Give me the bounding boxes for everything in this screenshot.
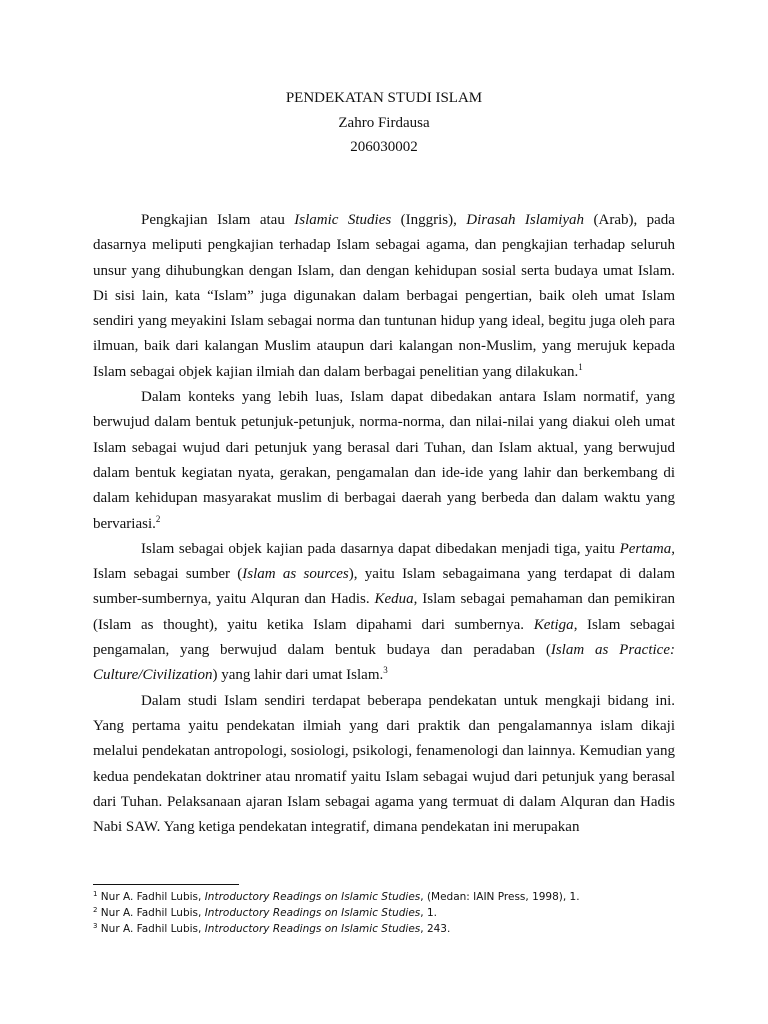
text-run: , Islam sebagai sumber ( [93, 540, 675, 583]
italic-term: Islamic Studies [294, 212, 392, 228]
footnote-ref[interactable]: 3 [383, 665, 388, 676]
footnote-2 [93, 905, 693, 921]
student-id: 206030002 [350, 139, 418, 155]
footnote-author: Nur A. Fadhil Lubis, [97, 923, 205, 935]
footnote-book-title: Introductory Readings on Islamic Studies [204, 891, 421, 903]
text-run: (Inggris), [391, 212, 467, 228]
footnote-author: Nur A. Fadhil Lubis, [97, 891, 205, 903]
footnote-details: , 1. [420, 907, 437, 919]
italic-term: Dirasah Islamiyah [466, 212, 585, 228]
text-run: , Islam sebagai pengamalan, yang berwujud dalam bentuk budaya dan peradaban ( [93, 616, 675, 659]
footnote-1 [93, 889, 693, 905]
footnote-book-title: Introductory Readings on Islamic Studies [204, 923, 421, 935]
footnote-number: 2 [93, 906, 98, 914]
author-name: Zahro Firdausa [338, 114, 430, 131]
italic-term: Kedua [374, 591, 414, 608]
italic-term: Pertama [619, 540, 672, 557]
text-run: ) yang lahir dari umat Islam. [212, 667, 384, 684]
text-run: Islam sebagai objek kajian pada dasarnya dapat dibedakan menjadi tiga, yaitu [141, 540, 620, 557]
paragraph-3 [93, 537, 675, 689]
footnote-ref[interactable]: 2 [155, 513, 161, 524]
footnote-separator [93, 884, 239, 885]
text-run: (Arab), pada dasarnya meliputi pengkajian terhadap Islam sebagai agama, dan pengkajian terhadap seluruh unsur yang dihubungkan dengan Islam, dan dengan kehidupan sosial serta budaya umat Islam. Di sisi lain, kata “Islam” juga digunakan dalam berbagai pengertian, baik oleh umat Islam sendiri yang meyakini Islam sebagai norma dan tuntunan hidup yang ideal, begitu juga oleh para ilmuan, baik dari kalangan Muslim ataupun dari kalangan non-Muslim, yang merujuk kepada Islam sebagai objek kajian ilmiah dan dalam berbagai penelitian yang dilakukan. [93, 212, 675, 380]
text-run: Dalam konteks yang lebih luas, Islam dapat dibedakan antara Islam normatif, yang berwujud dalam bentuk petunjuk-petunjuk, norma-norma, dan nilai-nilai yang diakui oleh umat Islam sebagai wujud dari petunjuk yang berasal dari Tuhan, dan Islam aktual, yang berwujud dalam bentuk kegiatan nyata, gerakan, pengamalan dan ide-ide yang lahir dan berkembang di dalam kehidupan masyarakat muslim di berbagai daerah yang berbeda dan dalam waktu yang bervariasi. [93, 389, 675, 532]
footnote-ref[interactable]: 1 [578, 361, 583, 372]
text-run: , Islam sebagai pemahaman dan pemikiran (Islam as thought), yaitu ketika Islam dipahami dari sumbernya. [93, 591, 675, 633]
document-title: PENDEKATAN STUDI ISLAM [285, 90, 483, 106]
document-body [93, 208, 675, 840]
text-run: Pengkajian Islam atau [141, 212, 295, 228]
footnote-author: Nur A. Fadhil Lubis, [97, 907, 205, 919]
paragraph-4 [93, 689, 675, 841]
italic-term: Islam as sources [242, 566, 349, 583]
text-run: Dalam studi Islam sendiri terdapat beberapa pendekatan untuk mengkaji bidang ini. Yang pertama yaitu pendekatan ilmiah yang dari praktik dan pengalamannya islam dikaji melalui pendekatan antropologi, sosiologi, psikologi, fenamenologi dan lainnya. Kemudian yang kedua pendekatan doktriner atau nromatif yaitu Islam sebagai wujud dari petunjuk yang berasal dari Tuhan. Pelaksanaan ajaran Islam sebagai agama yang termuat di dalam Alquran dan Hadis Nabi SAW. Yang ketiga pendekatan integratif, dimana pendekatan ini merupakan [93, 692, 675, 836]
document-header [93, 86, 675, 160]
paragraph-2 [93, 385, 675, 537]
footnote-details: , 243. [420, 923, 451, 935]
footnote-number: 3 [93, 922, 98, 930]
footnote-book-title: Introductory Readings on Islamic Studies [204, 907, 421, 919]
footnotes [93, 889, 693, 937]
paragraph-1 [93, 208, 675, 385]
footnote-number: 1 [93, 890, 98, 898]
italic-term: Ketiga [533, 616, 574, 633]
footnote-3 [93, 921, 693, 937]
footnote-details: , (Medan: IAIN Press, 1998), 1. [420, 891, 580, 903]
italic-term: Islam as Practice: Culture/Civilization [93, 642, 675, 684]
text-run: ), yaitu Islam sebagaimana yang terdapat di dalam sumber-sumbernya, yaitu Alquran dan Hadis. [93, 566, 675, 608]
